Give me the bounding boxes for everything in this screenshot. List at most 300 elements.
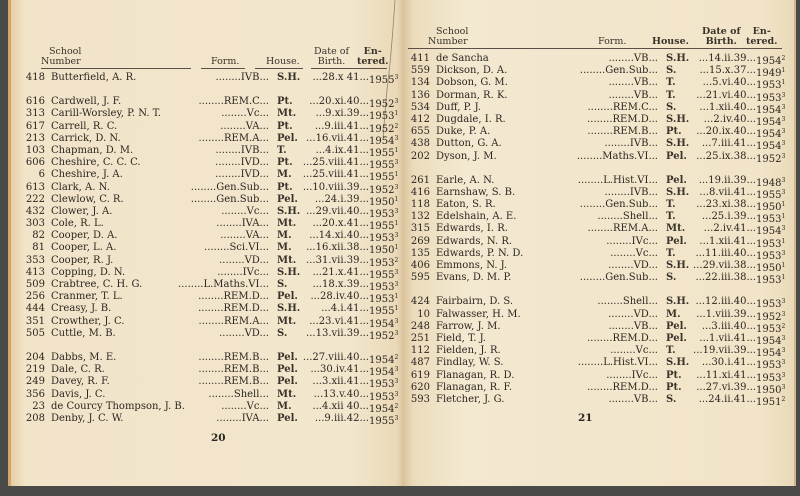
entered-year-label: 1952 [369,184,395,196]
school-number: 444 [25,303,45,315]
school-number: 204 [25,351,45,363]
school-number: 411 [410,53,430,64]
form-leader-dots: ........ [608,260,634,271]
entered-year-label: 1952 [369,123,395,135]
entered-year-label: 1953 [369,208,395,220]
house-value: Pt. [277,157,293,169]
register-entry [408,320,786,335]
header-house: House. [652,36,689,47]
entered-year-label: 1954 [756,116,782,128]
entered-year-label: 1953 [756,80,782,92]
date-of-birth: ...9.iii.41... [314,120,369,132]
form-value: ........Shell... [597,211,658,223]
group-spacer [408,284,782,296]
entered-term: 3 [781,225,786,233]
entered-year-label: 1955 [369,160,395,172]
date-of-birth: ...30.i.41... [701,357,756,369]
form-leader-dots: ........ [587,126,613,138]
form-leader-dots: ........ [220,230,246,242]
entered-year-label: 1950 [369,245,395,257]
school-number: 112 [410,345,430,357]
register-entry [23,266,399,281]
form-label: REM.B [223,376,260,388]
dob-label: 25.i.39 [711,211,747,223]
date-of-birth: ...1.vii.41... [699,332,756,344]
house-value: T. [666,77,676,89]
form-leader-dots: ........ [587,223,613,235]
pupil-name: Clark, A. N. [51,181,110,193]
form-leader-dots: ........ [178,279,204,290]
form-leader-dots: ........ [198,132,224,144]
house-value: Mt. [277,108,297,120]
school-number: 81 [32,242,45,254]
form-leader-dots: ........ [204,242,230,254]
register-entry [23,376,399,391]
register-entry [408,77,786,92]
entered-term: 2 [781,55,786,62]
form-leader-dots: ........ [215,144,241,156]
house-value: M. [277,169,292,181]
form-value: ........Shell... [208,388,269,400]
form-leader-dots: ........ [579,199,606,211]
entered-year [369,328,398,343]
school-number: 505 [25,327,45,339]
entered-year-label: 1953 [756,92,782,104]
school-number: 412 [410,113,430,125]
pupil-name: Cuttle, M. B. [51,327,116,339]
form-leader-dots: ........ [577,357,604,369]
dob-label: 19.vii.39 [702,345,747,357]
pupil-name: Cooper, L. A. [51,242,117,254]
date-of-birth: ...1.xii.41... [699,235,756,247]
house-value: S. [666,65,677,77]
date-of-birth: ...24.i.39... [314,193,369,205]
form-label: IVB [240,144,260,156]
form-label: REM.A [223,315,260,327]
form-leader-dots: ........ [576,150,603,162]
form-leader-dots: ........ [608,89,634,101]
entered-term: 3 [394,281,399,288]
header-school-number: School Number [41,46,82,67]
date-of-birth: ...29.vii.38... [693,260,756,271]
form-label: Shell [622,296,649,308]
school-number: 251 [410,332,430,344]
form-value: ........Gen.Sub... [190,193,269,205]
entered-term: 3 [781,347,786,355]
register-entry [23,169,399,184]
form-label: VB [633,53,649,64]
entered-term: 1 [394,110,399,118]
dob-label: 27.viii.40 [312,351,360,363]
group-spacer [408,163,782,175]
date-of-birth: ...13.v.40... [313,388,369,400]
form-label: VA [245,230,260,242]
pupil-name: de Courcy Thompson, J. B. [51,400,185,412]
date-of-birth: ...15.x.37... [699,65,756,77]
entered-term: 3 [781,298,786,306]
house-value: S.H. [277,266,301,278]
entered-term: 3 [394,414,399,422]
entered-term: 3 [781,188,786,196]
entered-term: 2 [394,402,399,410]
pupil-name: Cole, R. L. [51,218,104,230]
dob-label: 1.viii.39 [705,308,747,320]
entered-year-label: 1954 [369,367,395,379]
form-label: VB [633,89,649,101]
house-value: Pel. [666,174,687,186]
entered-term: 3 [394,378,399,386]
register-entry [408,211,786,226]
register-entry [23,388,399,403]
form-label: REM.D [223,303,260,315]
register-entry [408,381,786,396]
entered-year-label: 1955 [369,221,395,233]
house-value: T. [666,345,676,357]
entered-term: 2 [394,256,399,264]
form-value: ........IVc... [217,266,269,278]
entered-year-label: 1955 [369,306,395,318]
school-number: 136 [410,89,430,101]
dob-label: 25.viii.41 [312,157,360,169]
school-number: 6 [38,169,45,181]
dob-label: 23.vi.41 [318,315,360,327]
form-leader-dots: ........ [220,120,246,132]
house-value: S. [277,327,288,339]
form-value: ........IVA... [216,412,269,424]
register-entry [23,230,399,245]
entered-term: 2 [781,322,786,330]
form-value: ........REM.B... [198,364,269,376]
form-label: REM.A [612,223,649,235]
school-number: 353 [25,254,45,266]
house-value: Mt. [277,388,297,400]
form-value: ........REM.D... [198,303,269,315]
register-entry [23,364,399,379]
school-number: 303 [25,218,45,230]
pupil-name: Copping, D. N. [51,266,126,278]
date-of-birth: ...25.viii.41... [302,157,369,169]
form-leader-dots: ........ [198,303,224,315]
register-entry [23,218,399,233]
school-number: 219 [25,364,45,376]
form-label: REM.B [612,126,649,138]
form-leader-dots: ........ [597,296,623,308]
date-of-birth: ...25.viii.41... [302,169,369,181]
entered-year-label: 1954 [756,226,782,238]
school-number: 655 [410,126,430,138]
form-leader-dots: ........ [216,218,242,230]
form-value: ........L.Maths.VI... [178,279,269,290]
form-label: Shell [233,388,260,400]
form-leader-dots: ........ [608,393,634,405]
form-label: IVB [240,72,260,83]
date-of-birth: ...27.vi.39... [696,381,756,393]
date-of-birth: ...14.ii.39... [698,53,756,64]
entered-year-label: 1955 [369,415,395,427]
form-label: REM.B [223,351,260,363]
pupil-name: Cooper, D. A. [51,230,118,242]
entered-year-label: 1954 [756,141,782,153]
house-value: Mt. [666,223,686,235]
form-leader-dots: ........ [198,96,224,108]
pupil-name: Duff, P. J. [436,101,482,113]
date-of-birth: ...27.viii.40... [302,351,369,363]
form-label: Maths.VI [602,150,649,162]
entered-year-label: 1954 [756,104,782,116]
form-label: IVc [631,369,649,381]
dob-label: 25.viii.41 [312,169,360,181]
form-label: VB [633,393,649,405]
form-value: ........Vc... [221,400,269,412]
dob-label: 22.iii.38 [705,272,747,284]
left-page [8,0,405,486]
dob-label: 13.vii.39 [315,327,360,339]
pupil-name: Edwards, P. N. D. [436,247,524,259]
house-value: T. [666,89,676,101]
register-entry [23,205,399,220]
dob-label: 1.vii.41 [708,332,747,344]
pupil-name: Clewlow, C. R. [51,193,124,205]
form-label: Vc [635,247,649,259]
dob-label: 3.xii.41 [321,376,360,388]
dob-label: 11.iii.40 [705,247,747,259]
dob-label: 28.x 41 [322,72,360,83]
entered-term: 3 [781,359,786,367]
pupil-name: Dickson, D. A. [436,65,508,77]
pupil-name: Fletcher, J. G. [436,393,505,405]
register-entry [23,144,399,159]
date-of-birth: ...18.x.39... [312,279,369,290]
school-number: 559 [410,65,430,77]
house-value: Pt. [277,120,293,132]
pupil-name: Duke, P. A. [436,126,491,138]
header-date-of-birth: Date of Birth. [702,26,741,47]
pupil-name: Denby, J. C. W. [51,412,124,424]
group-spacer [23,340,393,352]
form-label: VD [244,254,260,266]
form-value: ........L.Hist.VI... [577,357,658,369]
pupil-name: Creasy, J. B. [51,303,112,315]
entered-year-label: 1950 [756,263,782,274]
house-value: T. [666,247,676,259]
date-of-birth: ...4.ix.41... [315,144,369,156]
pupil-name: Cheshire, J. A. [51,169,123,181]
register-entry [408,138,786,153]
house-value: Pel. [666,235,687,247]
dob-label: 11.xi.41 [705,369,747,381]
date-of-birth: ...2.iv.40... [703,113,756,125]
entered-year [369,413,398,428]
form-value: ........REM.A... [198,315,269,327]
date-of-birth: ...11.xi.41... [696,369,756,381]
form-label: REM.C [223,96,260,108]
form-label: IVA [241,218,260,230]
form-value: ........VB... [608,320,658,332]
form-leader-dots: ........ [217,266,243,278]
date-of-birth: ...11.iii.40... [695,247,756,259]
entered-term: 3 [394,74,399,81]
entered-term: 1 [394,146,399,154]
register-entry [408,369,786,384]
entered-term: 3 [781,152,786,160]
form-label: VB [633,320,649,332]
register-entry [408,101,786,116]
school-number: 213 [25,132,45,144]
form-label: REM.A [223,132,260,144]
house-value: Pel. [666,320,687,332]
form-label: Vc [635,345,649,357]
form-label: Gen.Sub [216,181,260,193]
dob-label: 30.iv.41 [319,364,360,376]
house-value: S.H. [666,138,690,150]
entered-year-label: 1953 [756,299,782,311]
house-value: S.H. [666,260,690,271]
dob-label: 7.iii.41 [711,138,747,150]
form-value: ........REM.C... [198,96,269,108]
school-number: 432 [25,205,45,217]
house-value: Mt. [277,315,297,327]
dob-label: 18.x.39 [322,279,360,290]
school-number: 313 [25,108,45,120]
register-entry [23,96,399,111]
school-number: 261 [410,174,430,186]
form-value: ........Gen.Sub... [190,181,269,193]
date-of-birth: ...9.iii.42... [314,412,369,424]
register-entry [23,72,399,86]
form-leader-dots: ........ [208,388,234,400]
house-value: S. [277,279,288,290]
pupil-name: Davey, R. F. [51,376,110,388]
entered-term: 3 [394,159,399,167]
date-of-birth: ...23.vi.41... [309,315,369,327]
pupil-name: Earle, A. N. [436,174,495,186]
form-value: ........IVD... [215,157,269,169]
date-of-birth: ...1.xii.40... [699,101,756,113]
form-value: ........Gen.Sub... [579,199,658,211]
form-leader-dots: ........ [587,332,613,344]
entered-year-label: 1952 [369,330,395,342]
house-value: S.H. [666,296,690,308]
form-label: Gen.Sub [605,65,649,77]
form-label: REM.D [612,381,649,393]
form-leader-dots: ........ [608,53,634,64]
dob-label: 23.xi.38 [705,199,747,211]
entered-term: 3 [781,383,786,391]
form-leader-dots: ........ [604,186,630,198]
form-value: ........VD... [608,308,658,320]
house-value: M. [277,242,292,254]
register-entry [408,247,786,262]
page-number: 20 [211,432,226,444]
pupil-name: Crabtree, C. H. G. [51,279,143,290]
register-entry [23,108,399,123]
form-value: ........Gen.Sub... [579,65,658,77]
pupil-name: Dutton, G. A. [436,138,502,150]
form-value: ........Vc... [221,205,269,217]
house-value: Pel. [277,291,298,303]
form-label: Gen.Sub [605,199,649,211]
form-label: Vc [246,108,260,120]
dob-label: 21.x.41 [322,266,360,278]
form-value: ........Vc... [610,345,658,357]
register-entry [23,303,399,318]
entered-term: 3 [781,115,786,123]
form-leader-dots: ........ [604,138,630,150]
school-number: 509 [25,279,45,290]
register-entry [23,327,399,342]
register-entry [408,272,786,287]
date-of-birth: ...22.iii.38... [695,272,756,284]
form-value: ........VD... [608,260,658,271]
school-number: 424 [410,296,430,308]
entered-term: 3 [781,176,786,184]
house-value: T. [666,211,676,223]
entered-year-label: 1948 [756,177,782,189]
form-value: ........REM.C... [587,101,658,113]
form-label: IVc [242,266,260,278]
register-entry [408,113,786,128]
school-number: 617 [25,120,45,132]
pupil-name: Dabbs, M. E. [51,351,117,363]
dob-label: 27.vi.39 [705,381,747,393]
form-leader-dots: ........ [606,369,632,381]
date-of-birth: ...4.i.41... [321,303,369,315]
group-spacer [23,84,393,96]
form-leader-dots: ........ [606,235,632,247]
school-number: 315 [410,223,430,235]
date-of-birth: ...21.x.41... [312,266,369,278]
form-label: Gen.Sub [605,272,649,284]
entered-term: 1 [394,195,399,203]
entered-year-label: 1953 [369,257,395,269]
school-number: 103 [25,144,45,156]
form-leader-dots: ........ [608,320,634,332]
entered-term: 2 [781,395,786,403]
date-of-birth: ...25.i.39... [701,211,756,223]
form-value: ........IVA... [216,218,269,230]
school-number: 356 [25,388,45,400]
entered-year-label: 1951 [756,396,782,408]
date-of-birth: ...23.xi.38... [696,199,756,211]
form-leader-dots: ........ [219,254,245,266]
form-leader-dots: ........ [579,65,606,77]
register-entry [23,315,399,330]
form-value: ........VD... [219,254,269,266]
entered-term: 3 [394,232,399,240]
header-school-number: School Number [428,26,469,47]
header-form: Form. [211,56,240,67]
form-value: ........VA... [220,120,269,132]
pupil-name: Chapman, D. M. [51,144,134,156]
house-value: Pel. [277,351,298,363]
pupil-name: Farrow, J. M. [436,320,501,332]
form-label: L.Maths.VI [203,279,260,290]
entered-term: 1 [781,79,786,87]
register-entry [408,296,786,311]
form-leader-dots: ........ [221,400,247,412]
pupil-name: Cheshire, C. C. C. [51,157,141,169]
form-value: ........IVB... [215,144,269,156]
pupil-name: Edwards, N. R. [436,235,513,247]
form-leader-dots: ........ [608,77,634,89]
school-number: 606 [25,157,45,169]
form-label: IVc [631,235,649,247]
entered-term: 3 [781,91,786,99]
date-of-birth: ...20.ix.40... [696,126,756,138]
form-value: ........REM.D... [587,113,658,125]
form-value: ........L.Hist.VI... [577,174,658,186]
dob-label: 4.ix.41 [325,144,360,156]
